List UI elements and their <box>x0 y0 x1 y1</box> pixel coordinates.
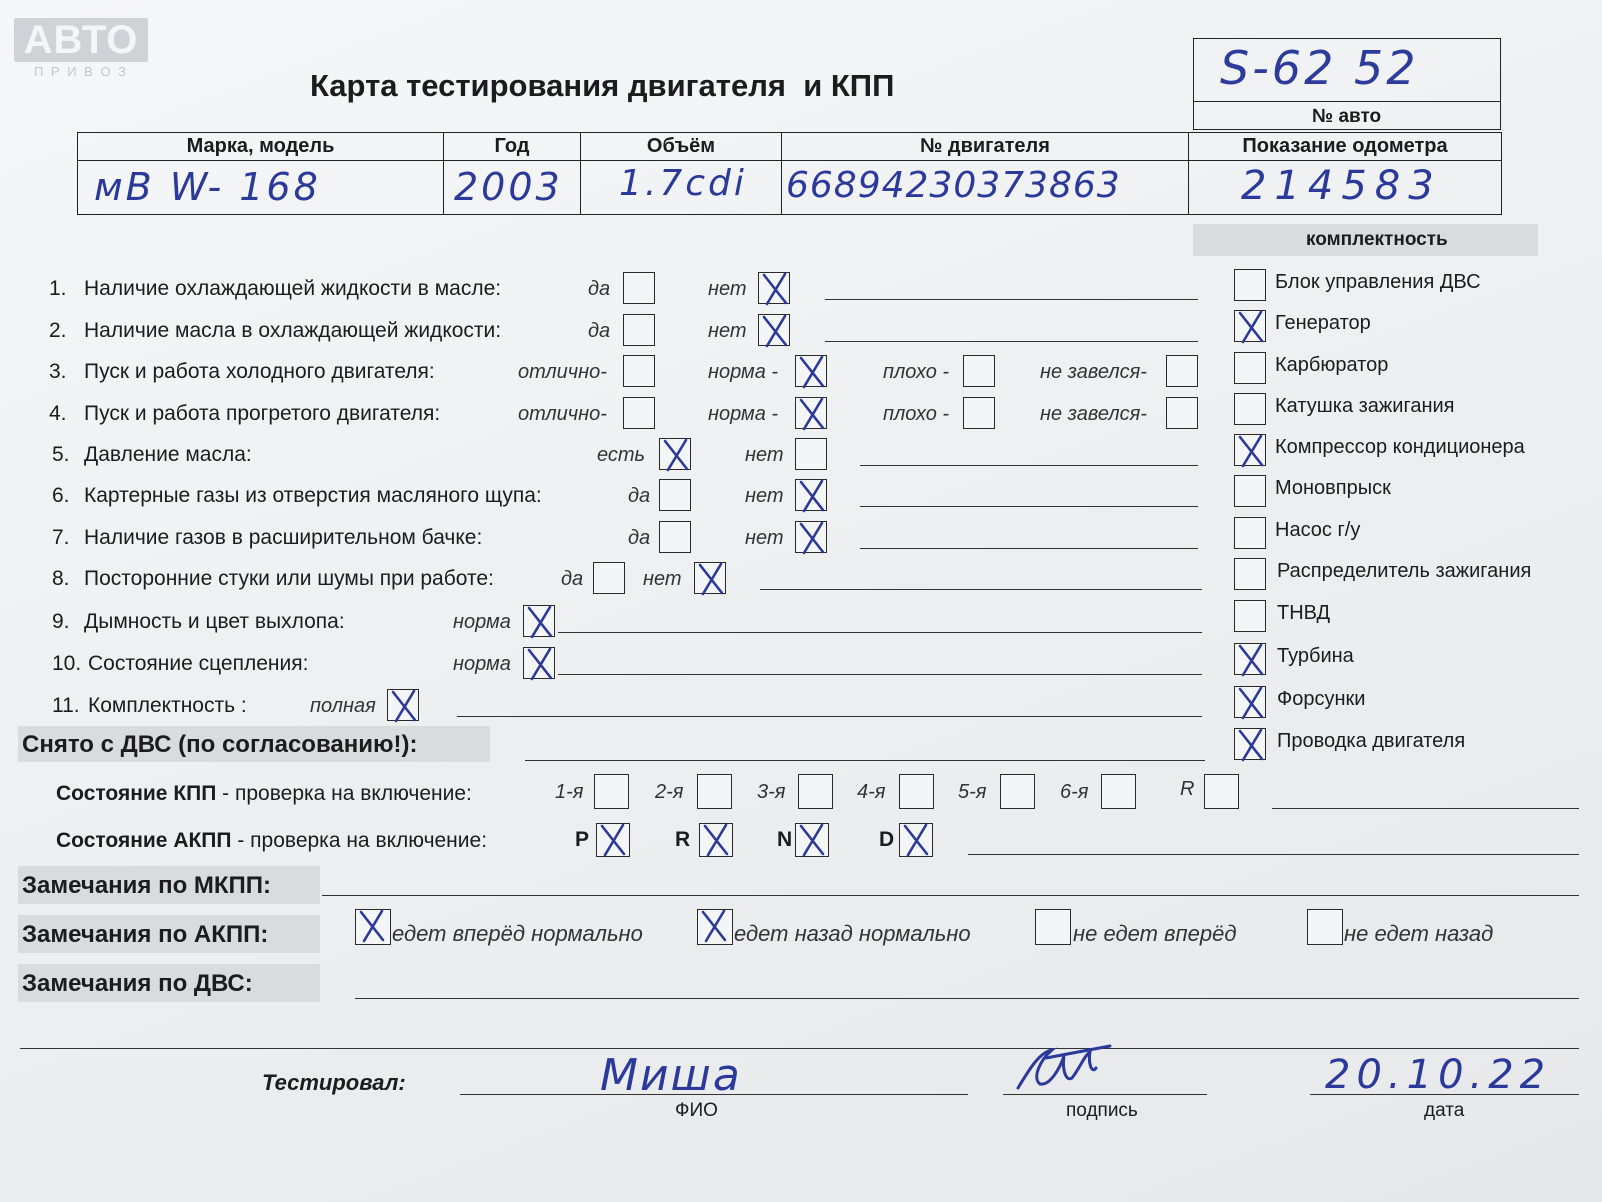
akpp-remark-checkbox[interactable] <box>355 909 391 945</box>
kompl-title: комплектность <box>1306 229 1448 250</box>
question-text: Пуск и работа прогретого двигателя: <box>84 402 441 425</box>
option-checkbox[interactable] <box>1166 397 1198 429</box>
kpp-gear-checkbox[interactable] <box>1101 774 1136 809</box>
akpp-remark-label: не едет вперёд <box>1073 921 1237 946</box>
remarks-dvs-label: Замечания по ДВС: <box>22 970 253 997</box>
checkmark-icon <box>897 820 935 860</box>
kompl-checkbox[interactable] <box>1234 517 1266 549</box>
kpp-gear-checkbox[interactable] <box>798 774 833 809</box>
removed-line <box>525 760 1205 761</box>
question-number: 11. <box>52 694 80 717</box>
option-checkbox[interactable] <box>593 562 625 594</box>
kpp-gear-checkbox[interactable] <box>594 774 629 809</box>
option-checkbox[interactable] <box>623 355 655 387</box>
kompl-item-label: Катушка зажигания <box>1275 395 1455 417</box>
answer-line <box>860 506 1198 507</box>
akpp-remark-checkbox[interactable] <box>1035 909 1071 945</box>
option-checkbox[interactable] <box>659 479 691 511</box>
checkmark-icon <box>657 435 695 475</box>
option-checkbox[interactable] <box>795 438 827 470</box>
kompl-item-label: Распределитель зажигания <box>1277 560 1532 582</box>
kompl-item-label: Насос г/у <box>1275 519 1361 541</box>
kompl-checkbox[interactable] <box>1234 600 1266 632</box>
option-checkbox[interactable] <box>795 355 827 387</box>
kompl-checkbox[interactable] <box>1234 393 1266 425</box>
kompl-checkbox[interactable] <box>1234 310 1266 342</box>
checkmark-icon <box>1232 683 1270 723</box>
question-text: Посторонние стуки или шумы при работе: <box>84 567 494 590</box>
logo-sub: П Р И В О З <box>33 64 129 79</box>
option-checkbox[interactable] <box>659 438 691 470</box>
kompl-item-label: Форсунки <box>1277 688 1366 710</box>
option-label: отлично- <box>518 403 607 425</box>
checkmark-icon <box>756 269 794 309</box>
option-checkbox[interactable] <box>523 605 555 637</box>
col-odometer: Показание одометра <box>1242 135 1448 157</box>
kompl-item-label: ТНВД <box>1277 602 1331 624</box>
answer-line <box>457 716 1202 717</box>
kompl-item-label: Проводка двигателя <box>1277 730 1466 752</box>
akpp-gear-label: P <box>575 828 590 851</box>
option-label: не завелся- <box>1040 361 1147 383</box>
kompl-item-label: Турбина <box>1277 645 1354 667</box>
question-text: Наличие масла в охлаждающей жидкости: <box>84 319 502 342</box>
kpp-gear-label: 1-я <box>555 781 584 803</box>
question-text: Наличие охлаждающей жидкости в масле: <box>84 277 502 300</box>
answer-line <box>860 465 1198 466</box>
option-checkbox[interactable] <box>523 647 555 679</box>
kpp-label: Состояние КПП - проверка на включение: <box>56 782 472 805</box>
checkmark-icon <box>521 602 559 642</box>
option-label: нет <box>745 444 784 466</box>
option-label: да <box>628 485 651 507</box>
engine-no-value: 66894230373863 <box>786 165 1121 206</box>
col-year: Год <box>494 135 530 157</box>
fio-label: ФИО <box>675 1100 718 1121</box>
question-number: 7. <box>52 526 70 549</box>
akpp-gear-label: N <box>777 828 793 851</box>
kompl-checkbox[interactable] <box>1234 728 1266 760</box>
question-number: 2. <box>49 319 67 342</box>
checkmark-icon <box>793 352 831 392</box>
option-label: да <box>588 278 611 300</box>
col-make-model: Марка, модель <box>186 135 335 157</box>
option-label: норма - <box>708 403 779 425</box>
question-number: 3. <box>49 360 67 383</box>
akpp-label: Состояние АКПП - проверка на включение: <box>56 829 488 852</box>
checkmark-icon <box>793 518 831 558</box>
option-label: норма <box>453 611 511 633</box>
checkmark-icon <box>1232 725 1270 765</box>
kompl-item-label: Карбюратор <box>1275 354 1389 376</box>
removed-label: Снято с ДВС (по согласованию!): <box>22 731 418 758</box>
answer-line <box>558 632 1202 633</box>
kpp-gear-label: 6-я <box>1060 781 1089 803</box>
option-label: полная <box>310 695 376 717</box>
kompl-checkbox[interactable] <box>1234 643 1266 675</box>
checkmark-icon <box>692 559 730 599</box>
option-checkbox[interactable] <box>623 314 655 346</box>
kpp-gear-checkbox[interactable] <box>899 774 934 809</box>
option-label: нет <box>708 320 747 342</box>
kompl-checkbox[interactable] <box>1234 686 1266 718</box>
date-label: дата <box>1424 1100 1465 1121</box>
option-label: да <box>628 527 651 549</box>
remarks-akpp-label: Замечания по АКПП: <box>22 921 269 948</box>
answer-line <box>825 341 1198 342</box>
logo-main: АВТО <box>14 18 148 62</box>
kompl-item-label: Блок управления ДВС <box>1275 271 1481 293</box>
question-text: Комплектность : <box>88 694 247 717</box>
fio-value: Миша <box>600 1050 742 1101</box>
car-number-value: S-62 52 <box>1220 41 1419 95</box>
option-label: норма <box>453 653 511 675</box>
akpp-gear-checkbox[interactable] <box>899 823 933 857</box>
akpp-remark-checkbox[interactable] <box>1307 909 1343 945</box>
option-checkbox[interactable] <box>758 272 790 304</box>
page-title: Карта тестирования двигателя и КПП <box>310 68 895 103</box>
question-text: Давление масла: <box>84 443 252 466</box>
checkmark-icon <box>385 686 423 726</box>
col-engine-no: № двигателя <box>920 135 1050 157</box>
option-label: нет <box>745 527 784 549</box>
tested-by-label: Тестировал: <box>262 1070 406 1095</box>
option-label: есть <box>597 444 646 466</box>
year-value: 2003 <box>454 165 563 209</box>
option-label: плохо - <box>883 361 950 383</box>
question-number: 8. <box>52 567 70 590</box>
akpp-remark-label: едет назад нормально <box>734 921 971 946</box>
checkmark-icon <box>353 906 391 946</box>
kpp-gear-label: 2-я <box>655 781 684 803</box>
kpp-gear-label: R <box>1180 778 1195 800</box>
question-number: 10. <box>52 652 82 675</box>
logo <box>14 18 148 79</box>
akpp-gear-checkbox[interactable] <box>699 823 733 857</box>
signature <box>1010 1038 1120 1096</box>
question-number: 1. <box>49 277 67 300</box>
option-checkbox[interactable] <box>795 397 827 429</box>
option-checkbox[interactable] <box>387 689 419 721</box>
akpp-gear-checkbox[interactable] <box>596 823 630 857</box>
akpp-gear-checkbox[interactable] <box>795 823 829 857</box>
kpp-gear-label: 3-я <box>757 781 786 803</box>
question-number: 5. <box>52 443 70 466</box>
date-value: 20.10.22 <box>1325 1052 1552 1098</box>
question-text: Картерные газы из отверстия масляного щупа: <box>84 484 542 507</box>
option-checkbox[interactable] <box>758 314 790 346</box>
answer-line <box>860 548 1198 549</box>
kpp-gear-checkbox[interactable] <box>1204 774 1239 809</box>
option-checkbox[interactable] <box>963 355 995 387</box>
checkmark-icon <box>1232 431 1270 471</box>
kompl-item-label: Компрессор кондиционера <box>1275 436 1525 458</box>
kompl-checkbox[interactable] <box>1234 434 1266 466</box>
vehicle-header-table <box>77 132 1502 215</box>
checkmark-icon <box>793 820 831 860</box>
answer-line <box>760 589 1202 590</box>
kompl-item-label: Генератор <box>1275 312 1371 334</box>
akpp-gear-label: D <box>879 828 895 851</box>
option-checkbox[interactable] <box>659 521 691 553</box>
checkmark-icon <box>594 820 632 860</box>
akpp-remark-label: не едет назад <box>1344 921 1494 946</box>
answer-line <box>558 674 1202 675</box>
car-number-label: № авто <box>1312 106 1382 127</box>
option-checkbox[interactable] <box>795 521 827 553</box>
option-label: плохо - <box>883 403 950 425</box>
kpp-gear-label: 4-я <box>857 781 886 803</box>
remarks-mkpp-label: Замечания по МКПП: <box>22 872 272 899</box>
option-label: отлично- <box>518 361 607 383</box>
kompl-checkbox[interactable] <box>1234 269 1266 301</box>
volume-value: 1.7cdi <box>619 163 747 204</box>
checkmark-icon <box>1232 640 1270 680</box>
option-checkbox[interactable] <box>694 562 726 594</box>
option-checkbox[interactable] <box>623 397 655 429</box>
col-volume: Объём <box>646 135 716 157</box>
kompl-checkbox[interactable] <box>1234 558 1266 590</box>
option-checkbox[interactable] <box>795 479 827 511</box>
checkmark-icon <box>793 476 831 516</box>
akpp-remark-label: едет вперёд нормально <box>392 921 643 946</box>
option-label: нет <box>643 568 682 590</box>
car-number-box <box>1193 38 1501 130</box>
question-text: Наличие газов в расширительном бачке: <box>84 526 483 549</box>
option-label: нет <box>745 485 784 507</box>
make-model-value: мВ W- 168 <box>94 165 321 209</box>
kpp-gear-label: 5-я <box>958 781 987 803</box>
checkmark-icon <box>695 906 733 946</box>
answer-line <box>825 299 1198 300</box>
option-label: да <box>561 568 584 590</box>
question-number: 6. <box>52 484 70 507</box>
akpp-remark-checkbox[interactable] <box>697 909 733 945</box>
option-checkbox[interactable] <box>963 397 995 429</box>
question-text: Пуск и работа холодного двигателя: <box>84 360 435 383</box>
kpp-gear-checkbox[interactable] <box>1000 774 1035 809</box>
akpp-gear-label: R <box>675 828 691 851</box>
option-label: да <box>588 320 611 342</box>
kompl-item-label: Моновпрыск <box>1275 477 1391 499</box>
checkmark-icon <box>697 820 735 860</box>
kpp-gear-checkbox[interactable] <box>697 774 732 809</box>
kompl-checkbox[interactable] <box>1234 475 1266 507</box>
question-text: Дымность и цвет выхлопа: <box>84 610 345 633</box>
option-label: норма - <box>708 361 779 383</box>
question-text: Состояние сцепления: <box>88 652 309 675</box>
checkmark-icon <box>793 394 831 434</box>
option-checkbox[interactable] <box>623 272 655 304</box>
option-checkbox[interactable] <box>1166 355 1198 387</box>
option-label: не завелся- <box>1040 403 1147 425</box>
checkmark-icon <box>756 311 794 351</box>
question-number: 9. <box>52 610 70 633</box>
odometer-value: 214583 <box>1241 163 1442 209</box>
kompl-checkbox[interactable] <box>1234 352 1266 384</box>
question-number: 4. <box>49 402 67 425</box>
checkmark-icon <box>1232 307 1270 347</box>
signature-label: подпись <box>1066 1100 1138 1121</box>
checkmark-icon <box>521 644 559 684</box>
option-label: нет <box>708 278 747 300</box>
